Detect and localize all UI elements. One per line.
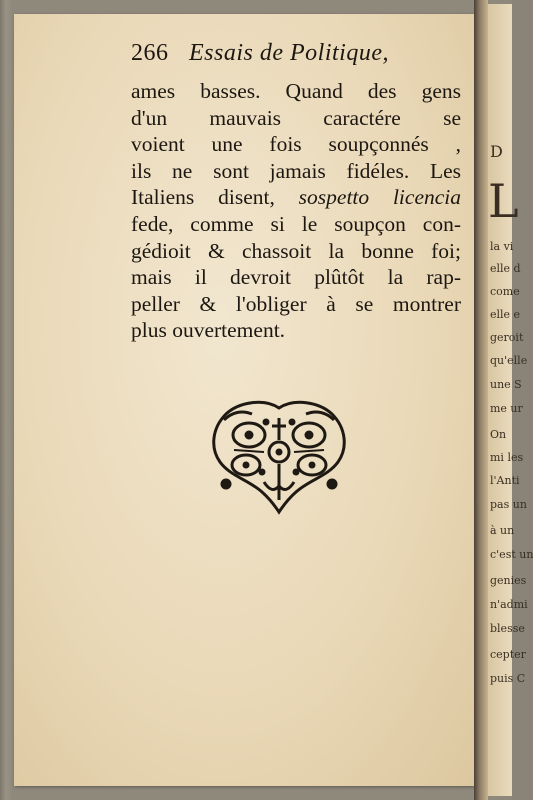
text-line-start: Italiens disent, <box>131 185 275 210</box>
text-line-with-quote <box>131 184 461 211</box>
text-line <box>131 211 461 238</box>
facing-fragment: une S <box>490 378 522 391</box>
text-line: voient une fois soupçonnés , <box>131 132 461 157</box>
facing-fragment: puis C <box>490 672 526 685</box>
facing-fragment: la vi <box>490 240 514 253</box>
text-line: ils ne sont jamais fidéles. Les <box>131 158 461 183</box>
facing-fragment: blesse <box>490 622 525 635</box>
page-number: 266 <box>131 40 169 66</box>
facing-fragment: me ur <box>490 402 523 415</box>
facing-fragment: pas un <box>490 498 527 511</box>
facing-fragment: n'admi <box>490 598 528 611</box>
facing-fragment: come <box>490 285 520 298</box>
facing-fragment: On <box>490 428 507 441</box>
text-line: peller & l'obliger à se montrer <box>131 291 461 316</box>
facing-fragment: elle d <box>490 262 521 275</box>
facing-fragment: mi les <box>490 451 524 464</box>
body-text <box>131 78 461 344</box>
facing-fragment: c'est un <box>490 548 533 561</box>
facing-fragment: geroit <box>490 331 524 344</box>
text-line: ames basses. Quand des gens <box>131 79 461 103</box>
text-line: d'un mauvais caractére se <box>131 105 461 130</box>
facing-initial: L <box>488 174 519 228</box>
facing-fragment: l'Anti <box>490 474 520 487</box>
text-line-content: fede, comme si le soupçon con- <box>131 211 461 236</box>
text-line: gédioit & chassoit la bonne foi; <box>131 238 461 263</box>
text-line: plus ouvertement. <box>131 318 286 343</box>
text-line: mais il devroit plûtôt la rap- <box>131 265 461 290</box>
running-header <box>131 40 389 67</box>
facing-fragment: cepter <box>490 648 526 661</box>
facing-fragment: qu'elle <box>490 354 528 367</box>
facing-fragment: elle e <box>490 308 521 321</box>
facing-fragment: genies <box>490 574 527 587</box>
book-gutter <box>474 0 488 800</box>
facing-fragment: D <box>490 142 503 161</box>
italian-quote: sospetto licencia <box>298 185 462 210</box>
facing-page-edge <box>488 4 533 796</box>
facing-fragment: à un <box>490 524 515 537</box>
printer-ornament <box>204 400 354 514</box>
running-title: Essais de Politique, <box>189 40 389 66</box>
